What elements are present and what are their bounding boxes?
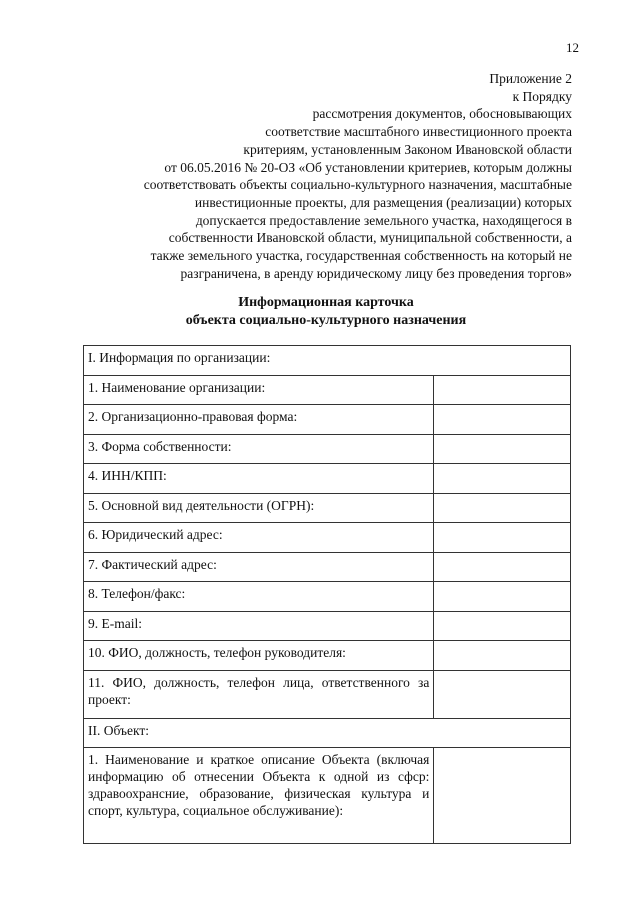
row-value-cell bbox=[434, 434, 571, 464]
appendix-line: разграничена, в аренду юридическому лицу без проведения торгов» bbox=[180, 265, 572, 281]
row-label: 10. ФИО, должность, телефон руководителя: bbox=[84, 641, 434, 671]
document-title bbox=[80, 294, 572, 330]
row-label: 7. Фактический адрес: bbox=[84, 552, 434, 582]
table-row bbox=[84, 523, 571, 553]
info-card-table bbox=[83, 345, 571, 844]
row-value-cell bbox=[434, 641, 571, 671]
row-value-cell bbox=[434, 582, 571, 612]
row-value-cell bbox=[434, 523, 571, 553]
table-row bbox=[84, 582, 571, 612]
row-label: 11. ФИО, должность, телефон лица, ответственного за проект: bbox=[84, 670, 434, 718]
table-row bbox=[84, 552, 571, 582]
table-section-row bbox=[84, 718, 571, 748]
row-label: 3. Форма собственности: bbox=[84, 434, 434, 464]
table-row bbox=[84, 748, 571, 844]
row-label: 1. Наименование и краткое описание Объекта (включая информацию об отнесении Объекта к одной из сфср: здравоохрансние, образование, физическая культура и спорт, культура, социальное обслуживание): bbox=[84, 748, 434, 844]
row-label: 1. Наименование организации: bbox=[84, 375, 434, 405]
row-label: 6. Юридический адрес: bbox=[84, 523, 434, 553]
row-label: 8. Телефон/факс: bbox=[84, 582, 434, 612]
appendix-line: от 06.05.2016 № 20-ОЗ «Об установлении критериев, которым должны bbox=[164, 159, 572, 175]
appendix-line: инвестиционные проекты, для размещения (реализации) которых bbox=[194, 194, 572, 210]
table-row bbox=[84, 464, 571, 494]
appendix-line: рассмотрения документов, обосновывающих bbox=[312, 106, 572, 122]
section-object: II. Объект: bbox=[84, 718, 571, 748]
section-organization: I. Информация по организации: bbox=[84, 346, 571, 376]
page-number: 12 bbox=[566, 40, 579, 55]
appendix-line: Приложение 2 bbox=[489, 71, 572, 86]
row-label: 5. Основной вид деятельности (ОГРН): bbox=[84, 493, 434, 523]
table-row bbox=[84, 375, 571, 405]
row-label: 9. E-mail: bbox=[84, 611, 434, 641]
table-row bbox=[84, 493, 571, 523]
appendix-line: собственности Ивановской области, муниципальной собственности, а bbox=[168, 230, 572, 246]
appendix-line: также земельного участка, государственная собственность на который не bbox=[150, 248, 572, 264]
row-value-cell bbox=[434, 552, 571, 582]
row-value-cell bbox=[434, 670, 571, 718]
table-section-row bbox=[84, 346, 571, 376]
table-row bbox=[84, 670, 571, 718]
row-value-cell bbox=[434, 611, 571, 641]
table-row bbox=[84, 611, 571, 641]
appendix-line: соответствовать объекты социально-культурного назначения, масштабные bbox=[143, 177, 572, 193]
title-line-1: Информационная карточка bbox=[238, 295, 414, 310]
table-row bbox=[84, 405, 571, 435]
row-value-cell bbox=[434, 405, 571, 435]
appendix-line: критериям, установленным Законом Ивановской области bbox=[243, 141, 572, 157]
row-value-cell bbox=[434, 375, 571, 405]
title-line-2: объекта социально-культурного назначения bbox=[185, 313, 467, 328]
row-label: 4. ИНН/КПП: bbox=[84, 464, 434, 494]
appendix-line: к Порядку bbox=[512, 88, 572, 104]
appendix-header bbox=[80, 70, 572, 282]
table-row bbox=[84, 641, 571, 671]
table-row bbox=[84, 434, 571, 464]
row-value-cell bbox=[434, 748, 571, 844]
row-label: 2. Организационно-правовая форма: bbox=[84, 405, 434, 435]
row-value-cell bbox=[434, 493, 571, 523]
row-value-cell bbox=[434, 464, 571, 494]
appendix-line: соответствие масштабного инвестиционного проекта bbox=[265, 124, 572, 140]
appendix-line: допускается предоставление земельного участка, находящегося в bbox=[195, 212, 572, 228]
